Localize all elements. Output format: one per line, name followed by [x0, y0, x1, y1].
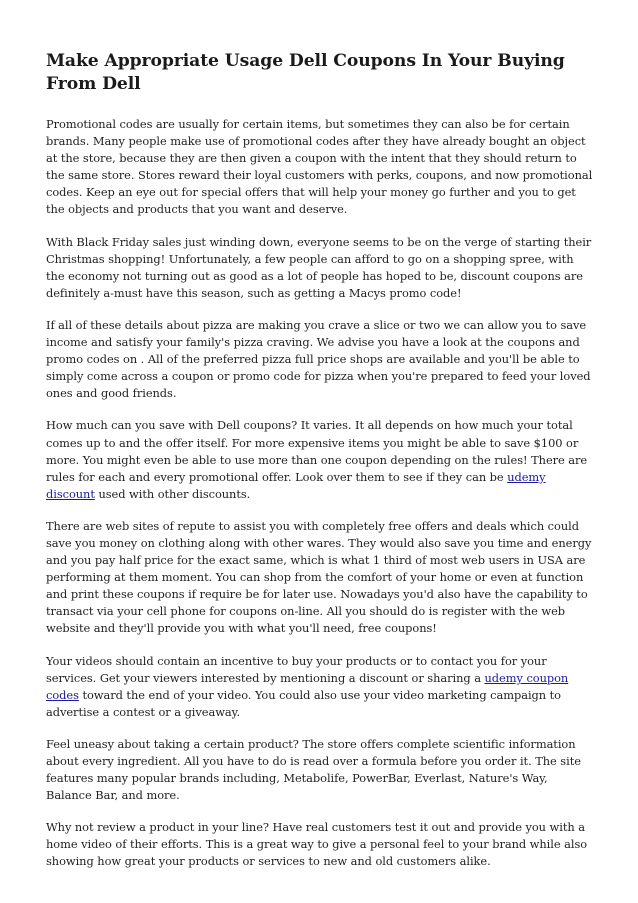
- paragraph-8: Why not review a product in your line? Have real customers test it out and provide you with a home video of their efforts. This is a great way to give a personal feel to your brand while also showing how great your products or services to new and old customers alike.: [46, 820, 588, 869]
- udemy-discount-link[interactable]: udemy discount: [46, 469, 546, 501]
- paragraph-4: [46, 417, 594, 502]
- paragraph-4-text-before: How much can you save with Dell coupons? It varies. It all depends on how much your total comes up to and the offer itself. For more expensive items you might be able to save $100 or more. You might even be able to use more than one coupon depending on the rules! There are rules for each and every promotional offer. Look over them to see if they can be: [46, 418, 588, 484]
- paragraph-1: Promotional codes are usually for certain items, but sometimes they can also be for certain brands. Many people make use of promotional codes after they have already bought an object at the store, because they are then given a coupon with the intent that they should return to the same store. Stores reward their loyal customers with perks, coupons, and now promotional codes. Keep an eye out for special offers that will help your money go further and you to get the objects and products that you want and deserve.: [46, 117, 593, 217]
- paragraph-6-text-after: toward the end of your video. You could also use your video marketing campaign to advertise a contest or a giveaway.: [46, 687, 561, 719]
- paragraph-3: If all of these details about pizza are making you crave a slice or two we can allow you to save income and satisfy your family's pizza craving. We advise you have a look at the coupons and promo codes on . All of the preferred pizza full price shops are available and you'll be able to simply come across a coupon or promo code for pizza when you're prepared to feed your loved ones and good friends.: [46, 317, 591, 401]
- paragraph-6: [46, 653, 594, 721]
- paragraph-7: Feel uneasy about taking a certain product? The store offers complete scientific information about every ingredient. All you have to do is read over a formula before you order it. The site features many popular brands including, Metabolife, PowerBar, Everlast, Nature's Way, Balance Bar, and more.: [46, 736, 581, 803]
- paragraph-6-text-before: Your videos should contain an incentive to buy your products or to contact you for your services. Get your viewers interested by mentioning a discount or sharing a: [46, 653, 547, 685]
- paragraph-5: There are web sites of repute to assist you with completely free offers and deals which could save you money on clothing along with other wares. They would also save you time and energy and you pay half price for the exact same, which is what 1 third of most web users in USA are performing at them moment. You can shop from the comfort of your home or even at function and print these coupons if require be for later use. Nowadays you'd also have the capability to transact via your cell phone for coupons on-line. All you should do is register with the web website and they'll provide you with what you'll need, free coupons!: [46, 518, 592, 636]
- paragraph-4-text-after: used with other discounts.: [94, 486, 251, 501]
- udemy-coupon-codes-link[interactable]: udemy coupon codes: [46, 670, 569, 702]
- paragraph-2: With Black Friday sales just winding down, everyone seems to be on the verge of starting their Christmas shopping! Unfortunately, a few people can afford to go on a shopping spree, with the economy not turning out as good as a lot of people has hoped to be, discount coupons are definitely a-must have this season, such as getting a Macys promo code!: [46, 234, 592, 300]
- page-title: Make Appropriate Usage Dell Coupons In Your Buying From Dell: [46, 51, 565, 94]
- document-page: [46, 50, 594, 886]
